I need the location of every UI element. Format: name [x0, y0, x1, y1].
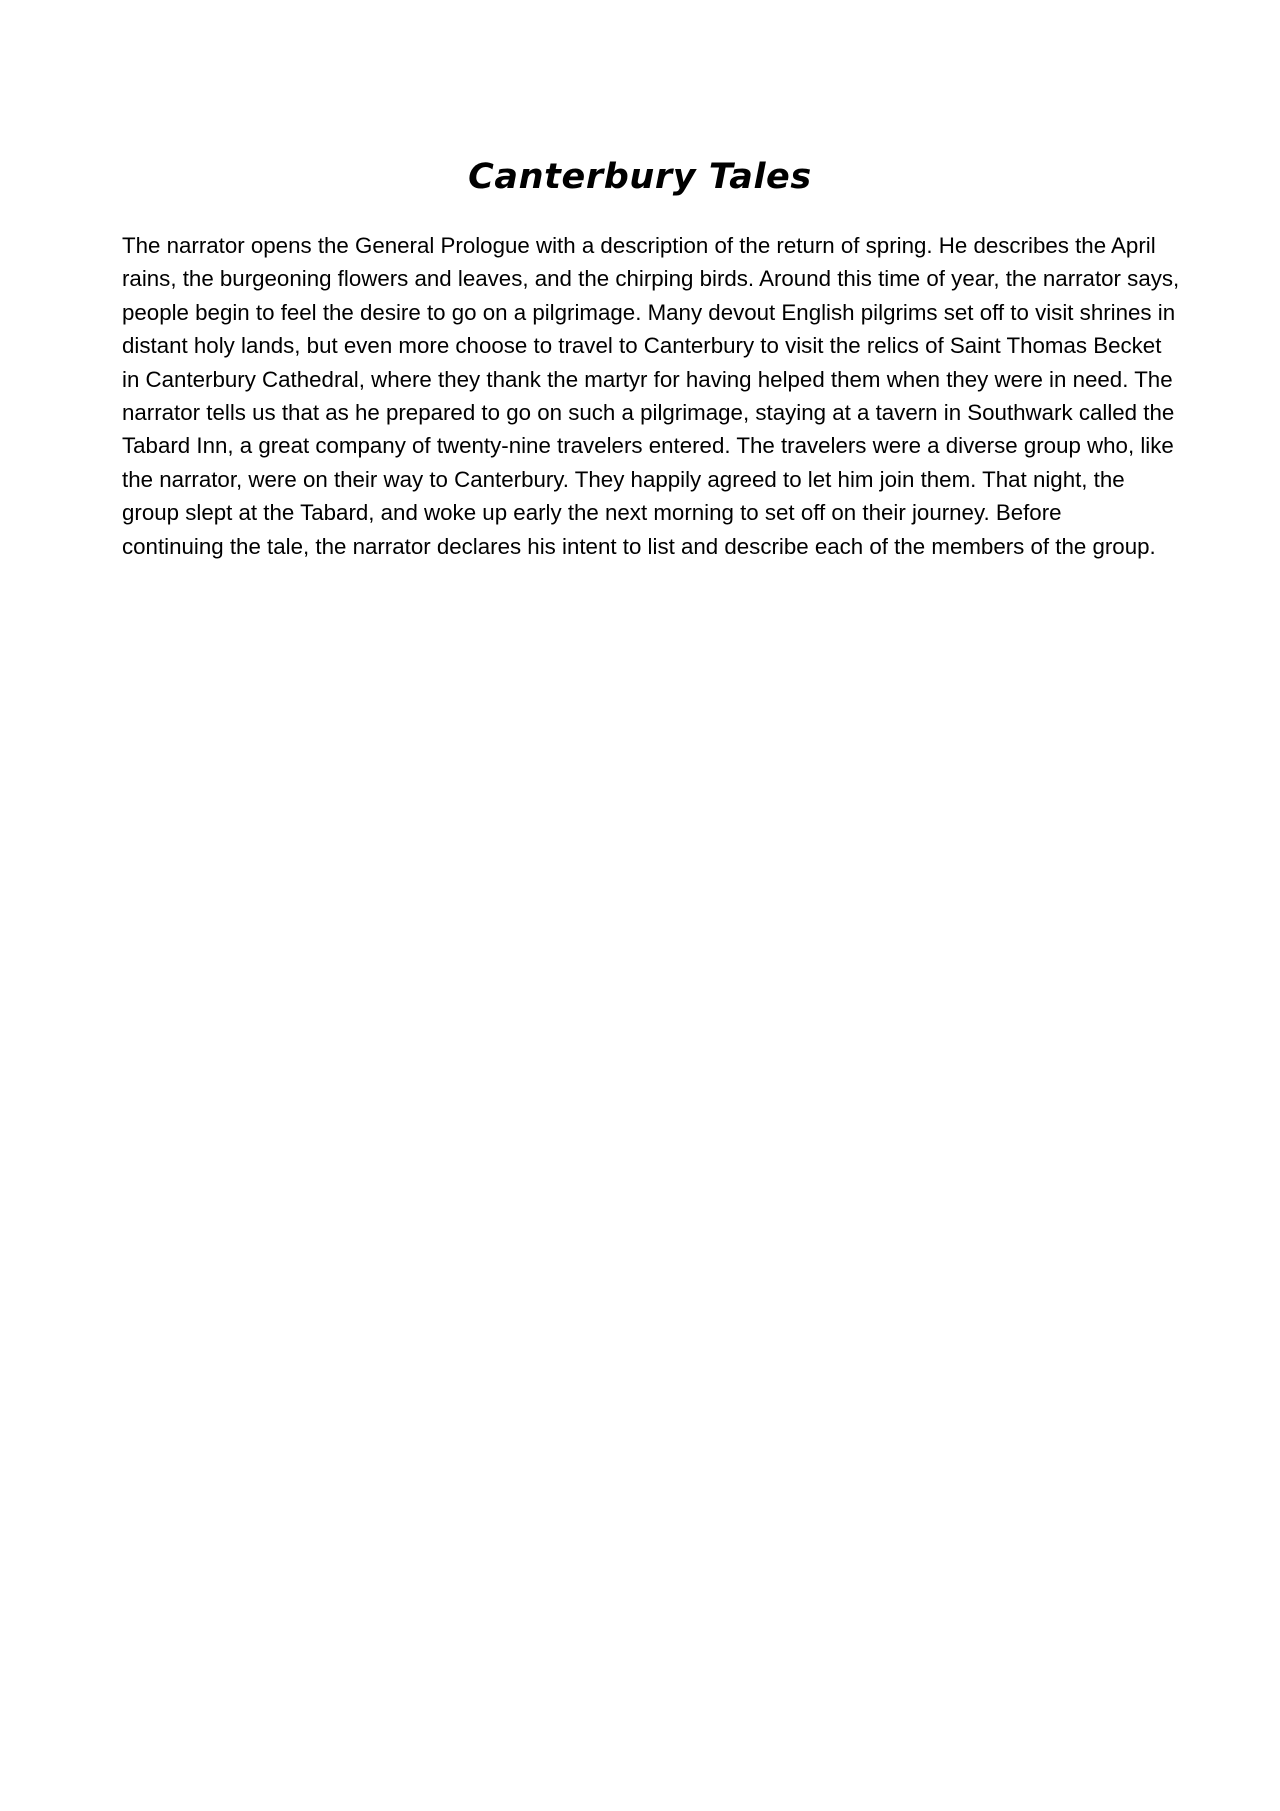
paragraph-line: The narrator opens the General Prologue with a description of the return of spring. He describes the April [122, 233, 1156, 258]
document-title: Canterbury Tales [468, 157, 812, 197]
paragraph-line: the narrator, were on their way to Canterbury. They happily agreed to let him join them. That night, the [122, 466, 1125, 492]
paragraph-line: in Canterbury Cathedral, where they thank the martyr for having helped them when they were in need. The [122, 366, 1173, 392]
paragraph-line: group slept at the Tabard, and woke up early the next morning to set off on their journey. Before [122, 500, 1062, 526]
paragraph-line: continuing the tale, the narrator declares his intent to list and describe each of the members of the group. [122, 533, 1156, 559]
paragraph-line: distant holy lands, but even more choose to travel to Canterbury to visit the relics of Saint Thomas Becket [122, 333, 1162, 359]
paragraph-line: narrator tells us that as he prepared to go on such a pilgrimage, staying at a tavern in Southwark called the [122, 400, 1175, 426]
body-paragraph [122, 229, 1180, 563]
paragraph-line: Tabard Inn, a great company of twenty-nine travelers entered. The travelers were a diverse group who, like [122, 433, 1174, 459]
paragraph-line: rains, the burgeoning flowers and leaves, and the chirping birds. Around this time of year, the narrator says, [122, 266, 1180, 292]
paragraph-line: people begin to feel the desire to go on a pilgrimage. Many devout English pilgrims set off to visit shrines in [122, 299, 1176, 325]
